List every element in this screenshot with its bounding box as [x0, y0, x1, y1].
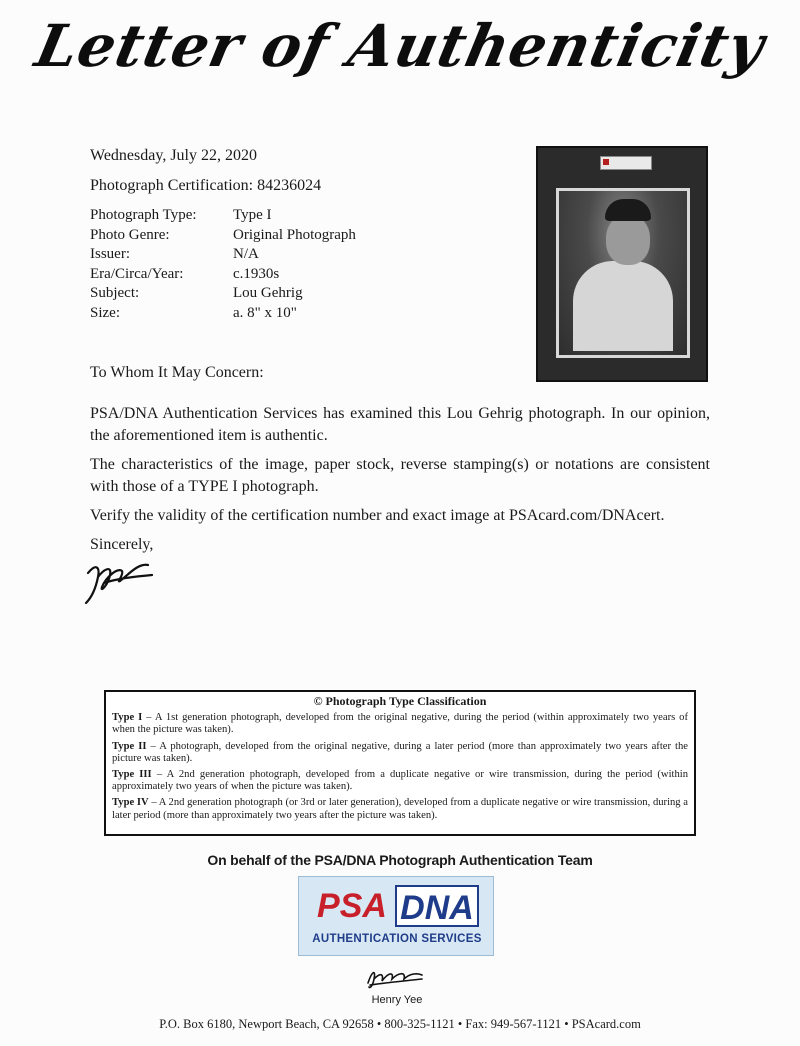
detail-value: a. 8" x 10" [233, 304, 297, 321]
detail-value: Lou Gehrig [233, 285, 303, 301]
detail-value: N/A [233, 246, 259, 262]
signer-signature [364, 965, 426, 991]
detail-row [90, 265, 356, 285]
detail-row [90, 284, 356, 304]
psa-dna-logo [298, 876, 494, 956]
detail-value: Original Photograph [233, 226, 356, 243]
photo-details [90, 206, 356, 323]
classification-type: Type I [112, 712, 143, 724]
detail-label: Era/Circa/Year: [90, 265, 184, 282]
classification-text: – A 1st generation photograph, developed from the original negative, during the period (within approximately two years of when the picture was taken). [112, 712, 688, 736]
detail-value: c.1930s [233, 265, 280, 282]
photo-uniform [573, 261, 673, 351]
classification-text: – A 2nd generation photograph, developed from a duplicate negative or wire transmission, during the period (within approximately two years of when the picture was taken). [112, 769, 688, 793]
classification-entry [112, 797, 688, 821]
classification-title: © Photograph Type Classification [313, 694, 487, 708]
classification-entry [112, 769, 688, 793]
certification-number: 84236024 [257, 177, 322, 194]
certification-line [90, 177, 321, 195]
classification-entry [112, 712, 688, 736]
detail-row [90, 226, 356, 246]
classification-type: Type IV [112, 797, 149, 809]
detail-label: Photograph Type: [90, 207, 197, 223]
logo-subtitle: AUTHENTICATION SERVICES [312, 933, 482, 945]
detail-label: Subject: [90, 285, 140, 301]
photo-cap [605, 199, 651, 221]
logo-dna: DNA [395, 885, 479, 927]
letter-title [0, 12, 800, 80]
detail-label: Photo Genre: [90, 226, 170, 243]
detail-row [90, 206, 356, 226]
body-paragraph: The characteristics of the image, paper stock, reverse stamping(s) or notations are consistent with those of a TYPE I photograph. [90, 456, 710, 495]
detail-row [90, 304, 356, 324]
classification-text: – A photograph, developed from the original negative, during a later period (more than approximately two years after the picture was taken). [112, 740, 688, 764]
photo-face [606, 215, 650, 265]
body-paragraph: PSA/DNA Authentication Services has examined this Lou Gehrig photograph. In our opinion, the aforementioned item is authentic. [90, 405, 710, 444]
detail-label: Size: [90, 304, 120, 321]
logo-psa: PSA [317, 887, 387, 925]
classification-entry [112, 741, 688, 765]
photograph-image [556, 188, 690, 358]
footer-address: P.O. Box 6180, Newport Beach, CA 92658 • 800-325-1121 • Fax: 949-567-1121 • PSAcard.com [159, 1017, 641, 1031]
type-classification-box [104, 690, 696, 836]
detail-label: Issuer: [90, 246, 130, 262]
letter-date: Wednesday, July 22, 2020 [90, 147, 257, 164]
slabbed-photograph [536, 146, 708, 382]
detail-value: Type I [233, 207, 272, 223]
title-text: Letter of Authenticity [29, 12, 771, 80]
signature [82, 553, 158, 607]
closing: Sincerely, [90, 536, 154, 553]
greeting: To Whom It May Concern: [90, 364, 264, 381]
behalf-line: On behalf of the PSA/DNA Photograph Authentication Team [207, 852, 593, 868]
body-paragraph: Verify the validity of the certification number and exact image at PSAcard.com/DNAcert. [90, 507, 665, 524]
detail-row [90, 245, 356, 265]
slab-label-mark [603, 159, 609, 165]
signer-name: Henry Yee [371, 994, 423, 1006]
classification-type: Type II [112, 740, 147, 752]
classification-type: Type III [112, 769, 152, 781]
classification-text: – A 2nd generation photograph (or 3rd or later generation), developed from a duplicate negative or wire transmission, during a later period (more than approximately two years after the picture was taken). [112, 797, 689, 821]
certification-label: Photograph Certification: [90, 177, 254, 194]
slab-label [600, 156, 652, 170]
